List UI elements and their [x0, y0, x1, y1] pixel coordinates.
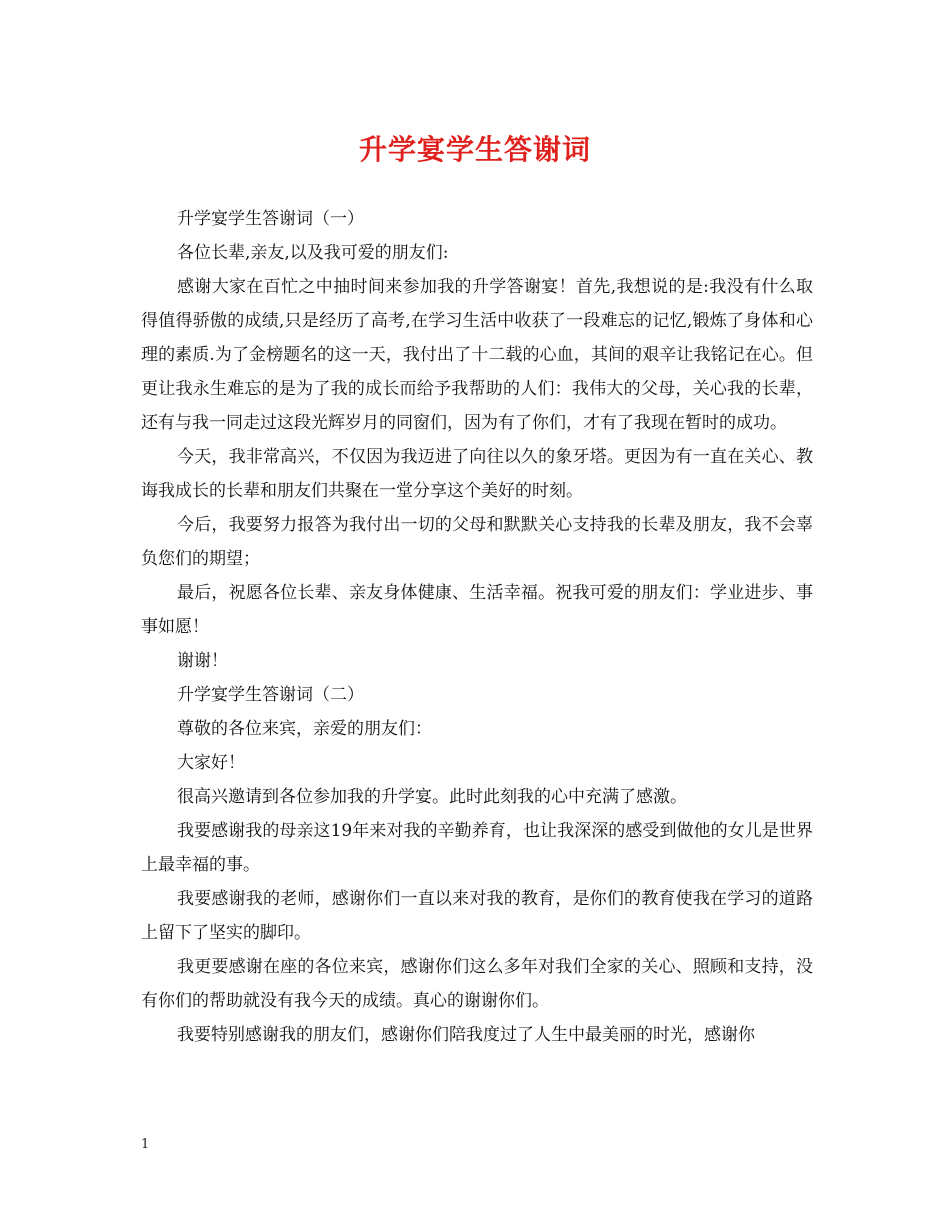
paragraph-thanks-intro: 感谢大家在百忙之中抽时间来参加我的升学答谢宴！首先,我想说的是:我没有什么取得值得骄傲的成绩,只是经历了高考,在学习生活中收获了一段难忘的记忆,锻炼了身体和心理的素质.为了金榜题名的这一天，我付出了十二载的心血，其间的艰辛让我铭记在心。但更让我永生难忘的是为了我的成长而给予我帮助的人们：我伟大的父母，关心我的长辈，还有与我一同走过这段光辉岁月的同窗们，因为有了你们，才有了我现在暂时的成功。 — [141, 277, 813, 433]
paragraph-hello: 大家好！ — [177, 753, 245, 773]
paragraph-welcome: 很高兴邀请到各位参加我的升学宴。此时此刻我的心中充满了感激。 — [177, 787, 687, 807]
paragraph-today: 今天，我非常高兴，不仅因为我迈进了向往以久的象牙塔。更因为有一直在关心、教诲我成长的长辈和朋友们共聚在一堂分享这个美好的时刻。 — [141, 447, 813, 501]
document-body — [141, 202, 813, 1052]
paragraph-future: 今后，我要努力报答为我付出一切的父母和默默关心支持我的长辈及朋友，我不会辜负您们的期望； — [141, 515, 813, 569]
document-title: 升学宴学生答谢词 — [358, 133, 591, 166]
paragraph-greeting-2: 尊敬的各位来宾，亲爱的朋友们： — [177, 719, 432, 739]
paragraph-thank-teachers: 我要感谢我的老师，感谢你们一直以来对我的教育，是你们的教育使我在学习的道路上留下了坚实的脚印。 — [141, 889, 813, 943]
paragraph-wishes: 最后，祝愿各位长辈、亲友身体健康、生活幸福。祝我可爱的朋友们：学业进步、事事如愿！ — [141, 583, 813, 637]
page-number: 1 — [141, 1137, 150, 1152]
paragraph-thank-friends: 我要特别感谢我的朋友们，感谢你们陪我度过了人生中最美丽的时光，感谢你 — [177, 1025, 755, 1045]
paragraph-greeting-1: 各位长辈,亲友,以及我可爱的朋友们: — [177, 243, 449, 263]
paragraph-section-heading-2: 升学宴学生答谢词（二） — [177, 685, 364, 705]
paragraph-thank-mother: 我要感谢我的母亲这19年来对我的辛勤养育，也让我深深的感受到做他的女儿是世界上最幸福的事。 — [141, 821, 813, 875]
paragraph-section-heading-1: 升学宴学生答谢词（一） — [177, 209, 364, 229]
paragraph-thank-you: 谢谢！ — [177, 651, 228, 671]
paragraph-thank-guests: 我更要感谢在座的各位来宾，感谢你们这么多年对我们全家的关心、照顾和支持，没有你们的帮助就没有我今天的成绩。真心的谢谢你们。 — [141, 957, 813, 1011]
